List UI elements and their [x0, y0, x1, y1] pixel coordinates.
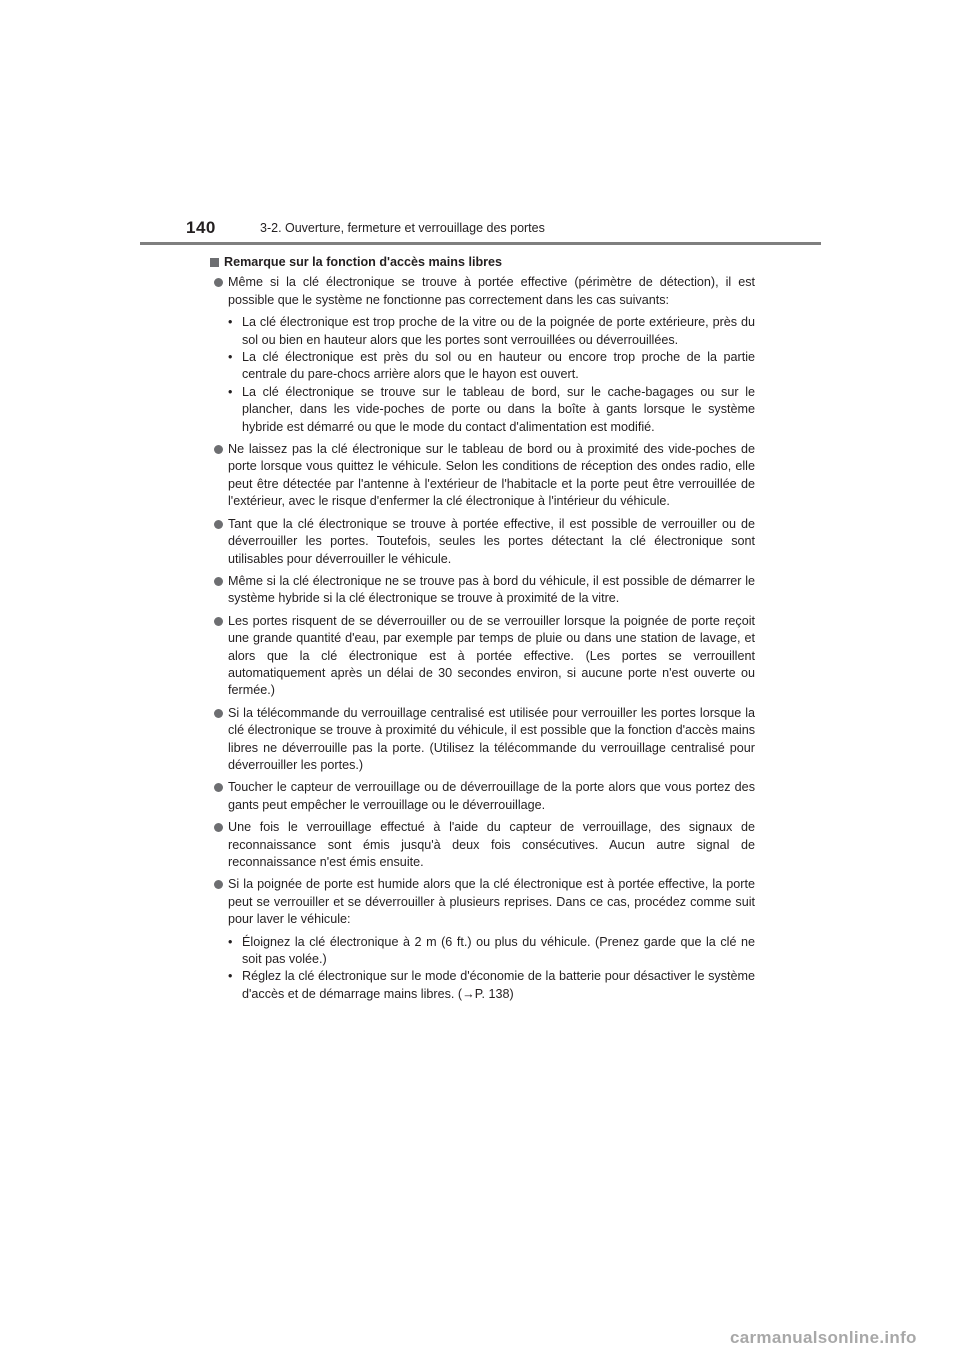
sub-list-item: [228, 384, 755, 436]
list-item: [210, 613, 755, 700]
sub-list: [228, 934, 755, 1004]
sub-list-item-text: Éloignez la clé électronique à 2 m (6 ft.) ou plus du véhicule. (Prenez garde que la clé ne soit pas volée.): [242, 934, 755, 967]
list-item-text: Si la poignée de porte est humide alors que la clé électronique est à portée effective, la porte peut se verrouiller et se déverrouiller à plusieurs reprises. Dans ce cas, procédez comme suit pour laver le véhicule:: [228, 877, 755, 927]
sub-bullet-marker: •: [228, 315, 233, 330]
watermark: carmanualsonline.info: [730, 1328, 917, 1347]
list-item-text: Ne laissez pas la clé électronique sur le tableau de bord ou à proximité des vide-poches de porte lorsque vous quittez le véhicule. Selon les conditions de réception des ondes radio, elle peut être détectée par l'antenne à l'extérieur de l'habitacle et la porte peut être verrouillée de l'extérieur, avec le risque d'enfermer la clé électronique à l'intérieur du véhicule.: [228, 442, 755, 509]
header-divider: [140, 242, 821, 245]
sub-bullet-marker: •: [228, 384, 233, 399]
sub-list-item-text: La clé électronique est trop proche de la vitre ou de la poignée de porte extérieure, près du sol ou bien en hauteur alors que les portes sont verrouillées ou déverrouillées.: [242, 315, 755, 347]
list-item-text: Les portes risquent de se déverrouiller ou de se verrouiller lorsque la poignée de porte reçoit une grande quantité d'eau, par exemple par temps de pluie ou dans une station de lavage, et alors que la clé électronique est à portée effective. (Les portes se verrouillent automatiquement après un délai de 30 secondes environ, si aucune porte n'est ouverte ou fermée.): [228, 613, 755, 698]
sub-list-item-text: La clé électronique est près du sol ou en hauteur ou encore trop proche de la partie centrale du pare-chocs arrière alors que le hayon est ouvert.: [242, 350, 755, 382]
bullet-list: [210, 274, 755, 1003]
list-item-text: Même si la clé électronique se trouve à portée effective (périmètre de détection), il est possible que le système ne fonctionne pas correctement dans les cas suivants:: [228, 275, 755, 307]
chapter-title: 3-2. Ouverture, fermeture et verrouillage des portes: [260, 221, 545, 235]
round-bullet-icon: [214, 709, 223, 718]
round-bullet-icon: [214, 783, 223, 792]
list-item-text: Une fois le verrouillage effectué à l'aide du capteur de verrouillage, des signaux de reconnaissance sont émis jusqu'à deux fois consécutives. Aucun autre signal de reconnaissance n'est émis ensuite.: [228, 820, 755, 869]
sub-list-item: [228, 349, 755, 384]
sub-list-item: [228, 968, 755, 1003]
section-heading: [210, 254, 755, 271]
sub-list-item: [228, 314, 755, 349]
round-bullet-icon: [214, 278, 223, 287]
sub-list-item-text: La clé électronique se trouve sur le tableau de bord, sur le cache-bagages ou sur le plancher, dans les vide-poches de porte ou dans la boîte à gants lorsque le système hybride est démarré ou que le mode du contact d'alimentation est modifié.: [242, 384, 755, 434]
square-bullet-icon: [210, 258, 219, 267]
list-item-text: Toucher le capteur de verrouillage ou de déverrouillage de la porte alors que vous portez des gants peut empêcher le verrouillage ou le déverrouillage.: [228, 780, 755, 812]
round-bullet-icon: [214, 445, 223, 454]
list-item-text: Tant que la clé électronique se trouve à portée effective, il est possible de verrouiller ou de déverrouiller les portes. Toutefois, seules les portes détectant la clé électronique sont utilisables pour déverrouiller le véhicule.: [228, 516, 755, 566]
list-item: [210, 441, 755, 511]
sub-list-item: [228, 934, 755, 969]
sub-list: [228, 314, 755, 436]
page-number: 140: [186, 218, 216, 237]
list-item-text: Même si la clé électronique ne se trouve pas à bord du véhicule, il est possible de démarrer le système hybride si la clé électronique se trouve à proximité de la vitre.: [228, 573, 755, 606]
round-bullet-icon: [214, 520, 223, 529]
sub-bullet-marker: •: [228, 934, 233, 949]
list-item: [210, 274, 755, 436]
list-item: [210, 573, 755, 608]
sub-bullet-marker: •: [228, 350, 233, 365]
list-item: [210, 516, 755, 568]
list-item: [210, 819, 755, 871]
round-bullet-icon: [214, 577, 223, 586]
round-bullet-icon: [214, 617, 223, 626]
section-heading-text: Remarque sur la fonction d'accès mains libres: [224, 255, 503, 269]
list-item: [210, 705, 755, 775]
list-item-text: Si la télécommande du verrouillage centralisé est utilisée pour verrouiller les portes lorsque la clé électronique se trouve à proximité du véhicule, il est possible que la fonction d'accès mains libres ne déverrouille pas la porte. (Utilisez la télécommande du verrouillage centralisé pour déverrouiller les portes.): [228, 705, 755, 772]
sub-list-item-text: Réglez la clé électronique sur le mode d'économie de la batterie pour désactiver le système d'accès et de démarrage mains libres. (→P. 138): [242, 969, 755, 1001]
note-section: [210, 254, 755, 1003]
list-item: [210, 876, 755, 1003]
round-bullet-icon: [214, 823, 223, 832]
sub-bullet-marker: •: [228, 969, 233, 984]
list-item: [210, 779, 755, 814]
round-bullet-icon: [214, 880, 223, 889]
